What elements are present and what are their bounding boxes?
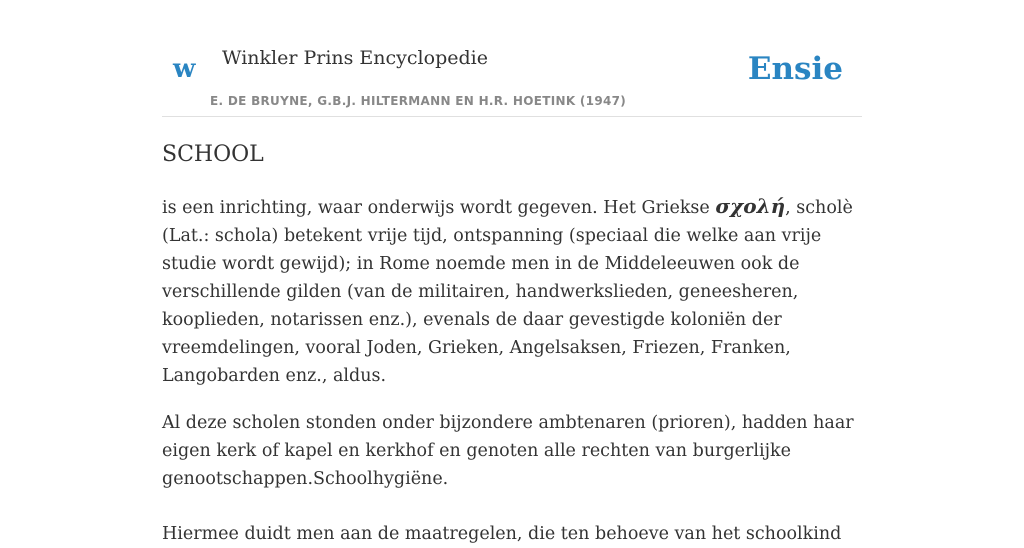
paragraph-1 [162, 192, 862, 390]
paragraph-1-text-start: is een inrichting, waar onderwijs wordt gegeven. Het Griekse [162, 198, 716, 218]
ensie-logo[interactable]: Ensie [747, 51, 843, 87]
paragraph-2: Al deze scholen stonden onder bijzondere ambtenaren (prioren), hadden haar eigen kerk of kapel en kerkhof en genoten alle rechten van burgerlijke genootschappen.Schoolhygiëne. [162, 413, 854, 489]
greek-word: σχολή [715, 194, 786, 218]
paragraph-1-text-end: , scholè (Lat.: schola) betekent vrije tijd, ontspanning (speciaal die welke aan vrije studie wordt gewijd); in Rome noemde men in de Middeleeuwen ook de verschillende gilden (van de militairen, handwerkslieden, geneesheren, kooplieden, notarissen enz.), evenals de daar gevestigde koloniën der vreemdelingen, vooral Joden, Grieken, Angelsaksen, Friezen, Franken, Langobarden enz., aldus. [162, 198, 853, 386]
source-title[interactable]: Winkler Prins Encyclopedie [222, 47, 488, 69]
article [162, 140, 862, 548]
winkler-prins-logo[interactable]: w [173, 54, 196, 84]
entry-title: SCHOOL [162, 142, 264, 167]
site-header [162, 0, 862, 117]
paragraph-3: Hiermee duidt men aan de maatregelen, die ten behoeve van het schoolkind [162, 524, 842, 544]
source-authors: E. DE BRUYNE, G.B.J. HILTERMANN EN H.R. HOETINK (1947) [210, 94, 627, 108]
